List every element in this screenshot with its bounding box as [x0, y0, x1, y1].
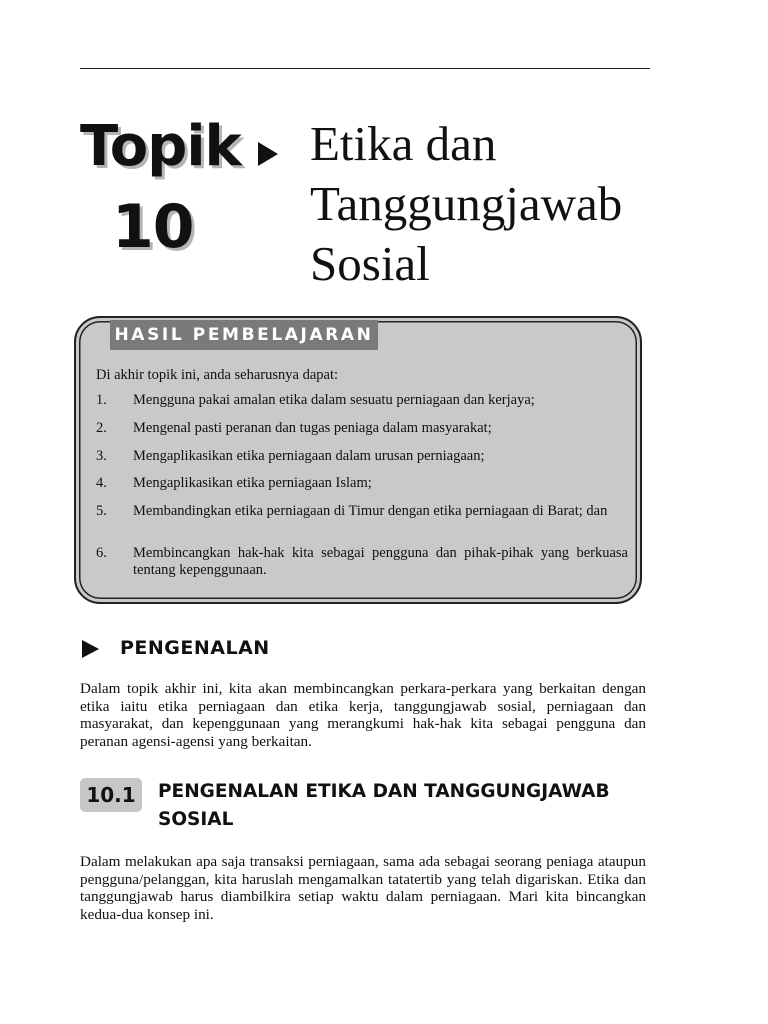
list-item-number: 4.	[96, 475, 107, 491]
list-item-number: 2.	[96, 420, 107, 436]
learning-outcomes-header: HASIL PEMBELAJARAN	[110, 320, 378, 350]
list-item-number: 3.	[96, 448, 107, 464]
list-item-text: Mengaplikasikan etika perniagaan dalam urusan perniagaan;	[133, 448, 485, 464]
list-item-number: 5.	[96, 503, 107, 519]
list-item-text: Mengaplikasikan etika perniagaan Islam;	[133, 475, 372, 491]
chapter-number: 10	[112, 192, 194, 262]
list-item	[96, 503, 628, 545]
section-10-1-paragraph: Dalam melakukan apa saja transaksi perniagaan, sama ada sebagai seorang peniaga ataupun pengguna/pelanggan, kita haruslah mengamalkan tatatertib yang telah digariskan. Etika dan tanggungjawab harus diambilkira setiap waktu dalam perniagaan. Mari kita bincangkan kedua-dua konsep ini.	[80, 853, 646, 923]
triangle-right-icon	[82, 640, 99, 658]
introduction-paragraph: Dalam topik akhir ini, kita akan membincangkan perkara-perkara yang berkaitan dengan etika iaitu etika perniagaan dan etika kerja, tanggungjawab sosial, perniagaan dan masyarakat, dan kepenggunaan yang merangkumi hak-hak kita sebagai pengguna dan peranan agensi-agensi yang berkaitan.	[80, 680, 646, 750]
list-item	[96, 420, 628, 448]
chapter-label: Topik	[80, 114, 241, 179]
list-item-text: Mengguna pakai amalan etika dalam sesuatu perniagaan dan kerjaya;	[133, 392, 535, 408]
learning-outcomes-intro: Di akhir topik ini, anda seharusnya dapat:	[96, 367, 339, 383]
chapter-title-line: Tanggungjawab	[310, 176, 623, 231]
list-item	[96, 475, 628, 503]
list-item	[96, 448, 628, 475]
chapter-title-line: Sosial	[310, 236, 430, 291]
section-heading-introduction: PENGENALAN	[120, 637, 270, 659]
header-rule	[80, 68, 650, 69]
learning-outcomes-list	[96, 392, 628, 579]
triangle-right-icon	[258, 142, 278, 166]
list-item	[96, 392, 628, 420]
list-item-text: Membincangkan hak-hak kita sebagai pengguna dan pihak-pihak yang berkuasa tentang kepenggunaan.	[133, 545, 628, 578]
list-item-number: 1.	[96, 392, 107, 408]
section-heading-10-1: PENGENALAN ETIKA DAN TANGGUNGJAWAB SOSIAL	[158, 781, 610, 830]
list-item	[96, 545, 628, 579]
section-number-badge: 10.1	[80, 778, 142, 812]
list-item-text: Membandingkan etika perniagaan di Timur dengan etika perniagaan di Barat; dan	[133, 503, 608, 519]
list-item-number: 6.	[96, 545, 107, 561]
chapter-title-line: Etika dan	[310, 116, 497, 171]
list-item-text: Mengenal pasti peranan dan tugas peniaga dalam masyarakat;	[133, 420, 492, 436]
chapter-title	[310, 114, 730, 294]
